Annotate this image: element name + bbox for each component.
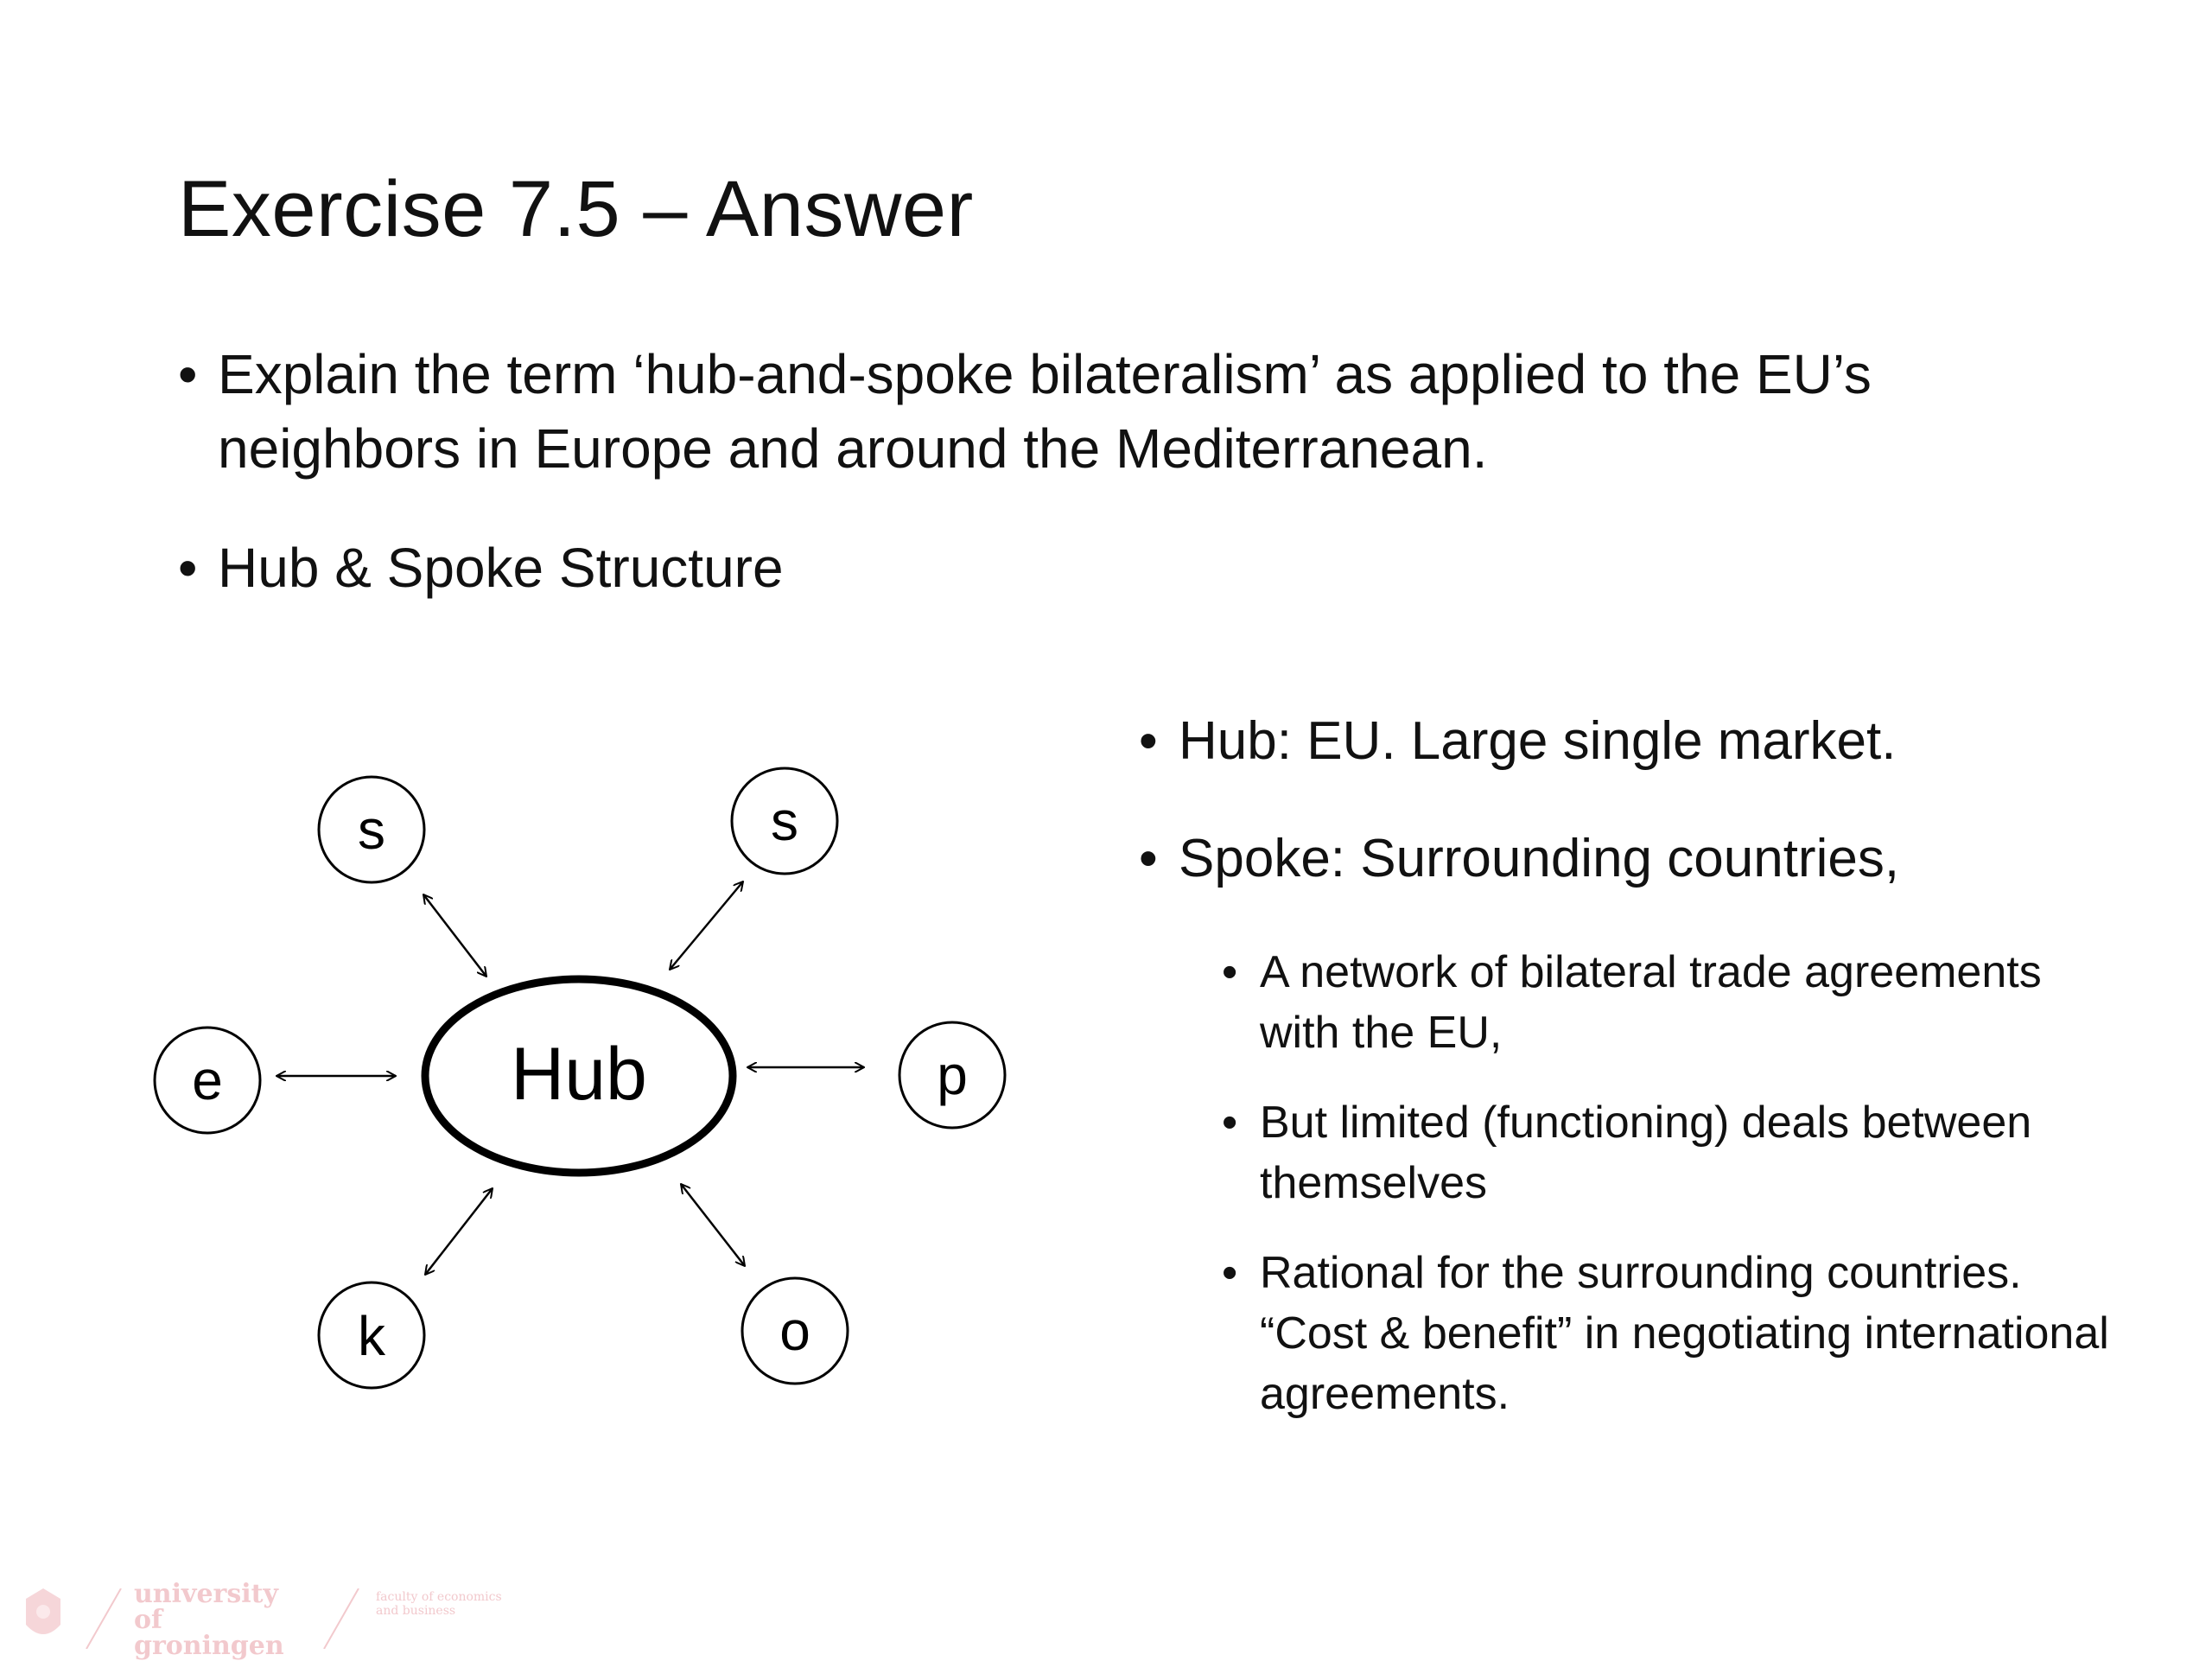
- spoke-top-left: [319, 777, 424, 882]
- bullet-structure: • Hub & Spoke Structure: [178, 531, 2096, 605]
- hub-label: Hub: [511, 1033, 647, 1116]
- crest-icon: [17, 1581, 69, 1651]
- sub-bullet-network: • A network of bilateral trade agreements with the EU,: [1222, 942, 2133, 1063]
- arrow-top-left: [423, 894, 486, 977]
- divider-slash-icon-2: [315, 1588, 367, 1649]
- divider-slash-icon: [78, 1588, 130, 1649]
- spoke-bottom-left: [319, 1282, 424, 1388]
- spoke-label-left: e: [192, 1049, 223, 1111]
- spoke-label-bottom-right: o: [779, 1300, 810, 1362]
- bullet-question: • Explain the term ‘hub-and-spoke bilateralism’ as applied to the EU’s neighbors in Europe and around the Mediterranean.: [178, 337, 2096, 486]
- spoke-bottom-right: [742, 1278, 848, 1384]
- arrow-top-right: [670, 881, 743, 970]
- slide-title: Exercise 7.5 – Answer: [178, 165, 974, 253]
- right-bullet-list: [1139, 707, 2133, 1454]
- spoke-label-top-right: s: [771, 790, 798, 852]
- main-bullet-list: [178, 337, 2096, 650]
- faculty-name: faculty of economics and business: [376, 1590, 502, 1618]
- arrow-bottom-left: [425, 1188, 493, 1275]
- spoke-top-right: [732, 768, 837, 874]
- spoke-right: [899, 1022, 1005, 1128]
- sub-bullet-rational: • Rational for the surrounding countries. “Cost & benefit” in negotiating international agreements.: [1222, 1243, 2133, 1424]
- spoke-label-bottom-left: k: [358, 1305, 385, 1367]
- hub-spoke-diagram: [138, 743, 1037, 1417]
- spoke-sub-list: [1139, 942, 2133, 1424]
- spoke-label-top-left: s: [358, 799, 385, 861]
- arrow-bottom-right: [681, 1184, 745, 1266]
- bullet-hub: • Hub: EU. Large single market.: [1139, 707, 2133, 776]
- spoke-label-right: p: [937, 1044, 968, 1106]
- spoke-left: [155, 1028, 260, 1133]
- sub-bullet-limited-deals: • But limited (functioning) deals between themselves: [1222, 1092, 2133, 1213]
- university-name: university of groningen: [134, 1579, 284, 1661]
- university-logo: [17, 1581, 536, 1659]
- bullet-spoke: • Spoke: Surrounding countries,: [1139, 824, 2133, 894]
